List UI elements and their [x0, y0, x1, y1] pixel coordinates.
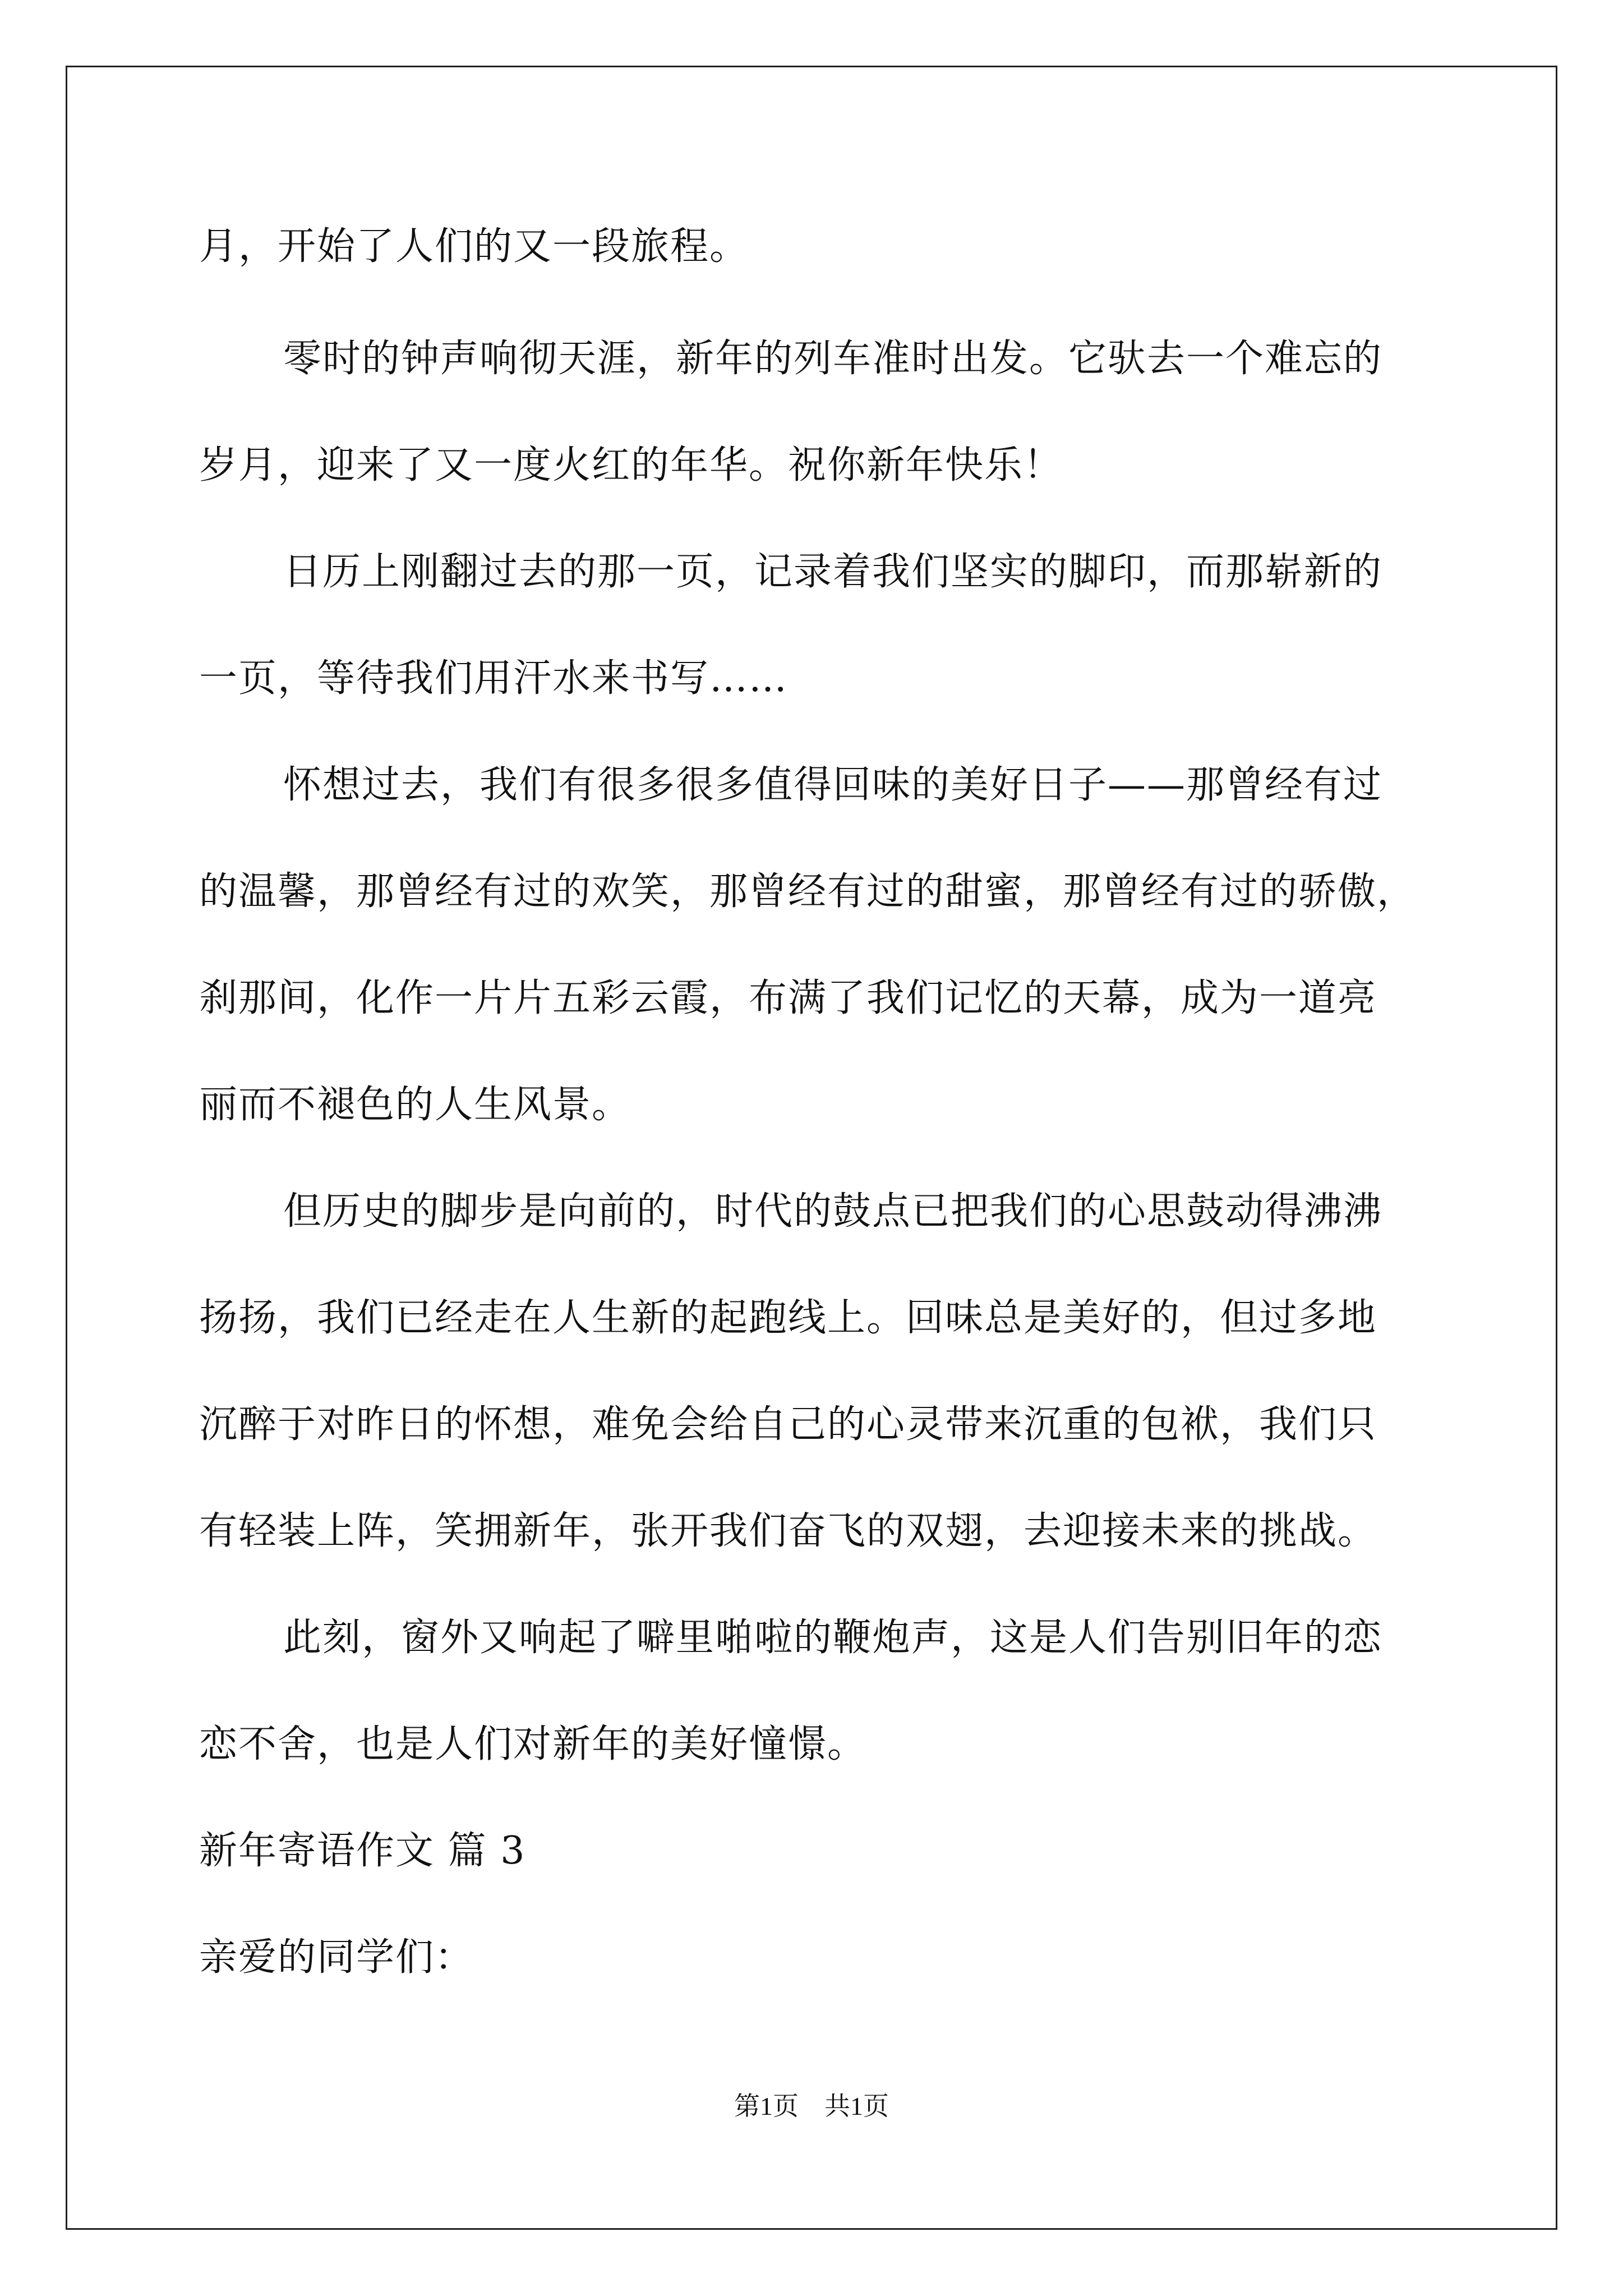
paragraph-line: 一页，等待我们用汗水来书写…… — [199, 656, 789, 701]
salutation: 亲爱的同学们： — [199, 1935, 474, 1980]
paragraph-line: 此刻，窗外又响起了噼里啪啦的鞭炮声，这是人们告别旧年的恋 — [283, 1616, 1383, 1660]
paragraph-line: 有轻装上阵，笑拥新年，张开我们奋飞的双翅，去迎接未来的挑战。 — [199, 1509, 1377, 1553]
paragraph-line: 月，开始了人们的又一段旅程。 — [199, 224, 749, 269]
paragraph-line: 日历上刚翻过去的那一页，记录着我们坚实的脚印，而那崭新的 — [283, 550, 1383, 594]
paragraph-line: 岁月，迎来了又一度火红的年华。祝你新年快乐！ — [199, 443, 1063, 487]
paragraph-line: 沉醉于对昨日的怀想，难免会给自己的心灵带来沉重的包袱，我们只 — [199, 1402, 1377, 1447]
paragraph-line: 但历史的脚步是向前的，时代的鼓点已把我们的心思鼓动得沸沸 — [283, 1189, 1383, 1234]
paragraph-line: 零时的钟声响彻天涯，新年的列车准时出发。它驮去一个难忘的 — [283, 337, 1383, 381]
page-border — [66, 66, 1557, 2230]
paragraph-line: 怀想过去，我们有很多很多值得回味的美好日子——那曾经有过 — [283, 763, 1383, 807]
paragraph-line: 刹那间，化作一片片五彩云霞，布满了我们记忆的天幕，成为一道亮 — [199, 976, 1377, 1020]
section-heading: 新年寄语作文 篇 3 — [199, 1829, 526, 1873]
page-number-footer: 第1页 共1页 — [734, 2092, 889, 2120]
paragraph-line: 扬扬，我们已经走在人生新的起跑线上。回味总是美好的，但过多地 — [199, 1296, 1377, 1340]
paragraph-line: 的温馨，那曾经有过的欢笑，那曾经有过的甜蜜，那曾经有过的骄傲， — [199, 869, 1417, 914]
paragraph-line: 丽而不褪色的人生风景。 — [199, 1083, 631, 1127]
paragraph-line: 恋不舍，也是人们对新年的美好憧憬。 — [199, 1722, 867, 1766]
